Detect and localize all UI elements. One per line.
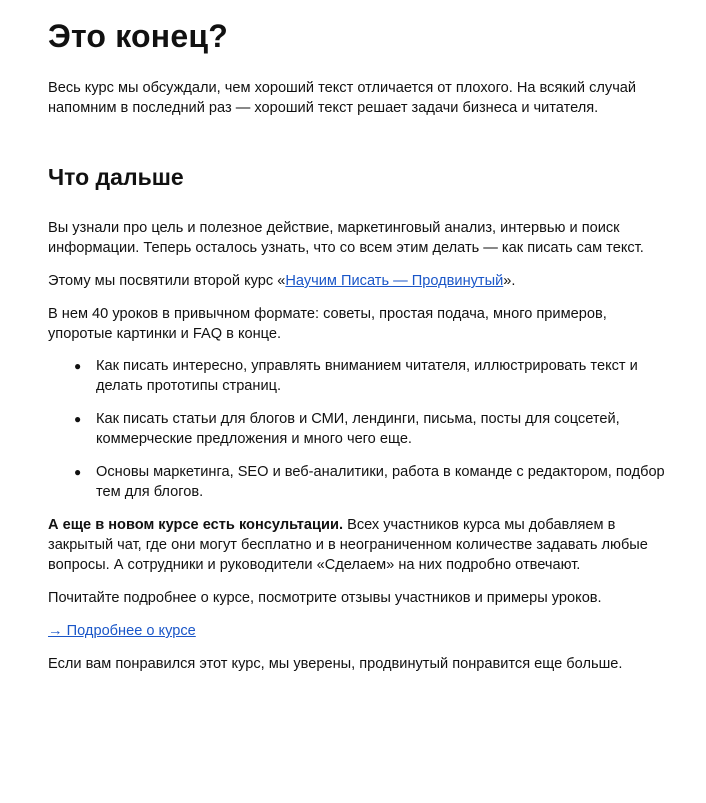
more-link-paragraph [48, 621, 670, 641]
more-info-paragraph: Почитайте подробнее о курсе, посмотрите отзывы участников и примеры уроков. [48, 590, 602, 606]
course-format-paragraph: В нем 40 уроков в привычном формате: советы, простая подача, много примеров, упоротые картинки и FAQ в конце. [48, 306, 607, 342]
advanced-course-link[interactable]: Научим Писать — Продвинутый [285, 273, 504, 289]
closing-paragraph: Если вам понравился этот курс, мы уверены, продвинутый понравится еще больше. [48, 656, 623, 672]
second-course-text-after: ». [503, 273, 516, 289]
what-you-learned-paragraph: Вы узнали про цель и полезное действие, маркетинговый анализ, интервью и поиск информации. Теперь осталось узнать, что со всем этим делать — как писать сам текст. [48, 220, 644, 256]
second-course-text-before: Этому мы посвятили второй курс « [48, 273, 286, 289]
list-item-text: Как писать интересно, управлять вниманием читателя, иллюстрировать текст и делать прототипы страниц. [96, 358, 638, 394]
features-list [48, 356, 670, 502]
bullet-icon: ● [74, 359, 82, 373]
list-item [74, 462, 670, 502]
list-item [74, 409, 670, 449]
list-item-text: Основы маркетинга, SEO и веб-аналитики, работа в команде с редактором, подбор тем для блогов. [96, 464, 665, 500]
section-title: Что дальше [48, 164, 184, 190]
bullet-icon: ● [74, 412, 82, 426]
page-title: Это конец? [48, 18, 228, 54]
intro-paragraph: Весь курс мы обсуждали, чем хороший текст отличается от плохого. На всякий случай напомним в последний раз — хороший текст решает задачи бизнеса и читателя. [48, 80, 637, 116]
consultation-bold-text: А еще в новом курсе есть консультации. [48, 517, 344, 533]
course-details-link[interactable]: → Подробнее о курсе [48, 623, 196, 639]
list-item-text: Как писать статьи для блогов и СМИ, лендинги, письма, посты для соцсетей, коммерческие предложения и много чего еще. [96, 411, 620, 447]
consultation-text: Всех участников курса мы добавляем в закрытый чат, где они могут бесплатно и в неограниченном количестве задавать любые вопросы. А сотрудники и руководители «Сделаем» на них подробно отвечают. [48, 517, 648, 573]
bullet-icon: ● [74, 465, 82, 479]
consultation-paragraph [48, 515, 670, 575]
second-course-paragraph [48, 271, 670, 291]
list-item [74, 356, 670, 396]
